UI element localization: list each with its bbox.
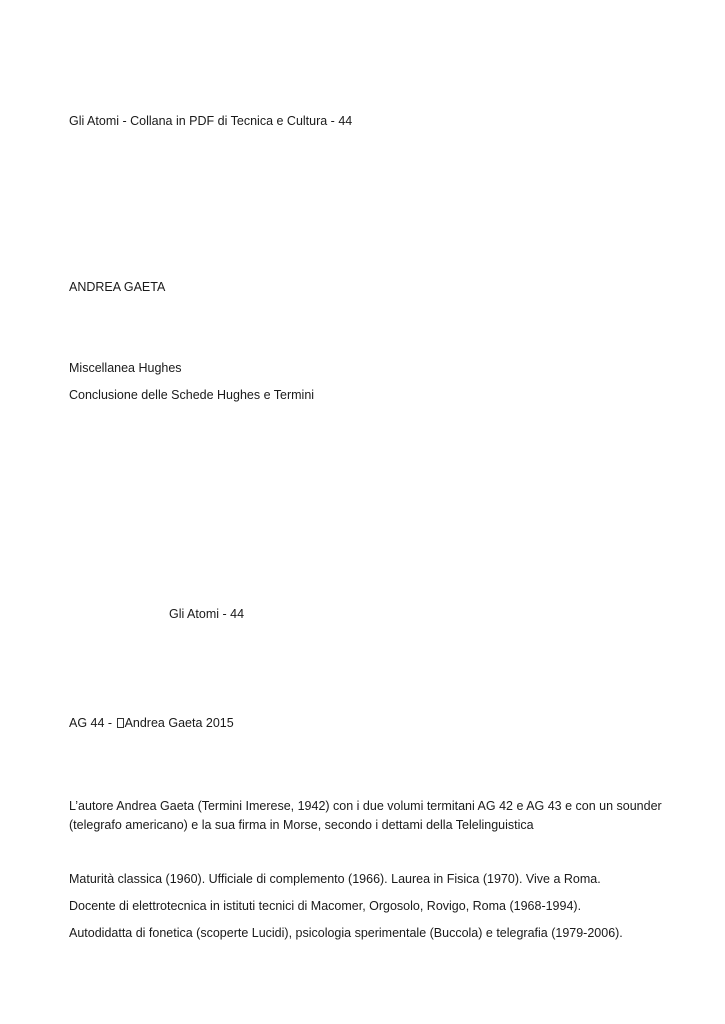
series-short-label: Gli Atomi - 44 bbox=[169, 607, 245, 621]
bio-line-2: Docente di elettrotecnica in istituti tecnici di Macomer, Orgosolo, Rovigo, Roma (1968-1994). bbox=[69, 899, 582, 913]
copyright-suffix: Andrea Gaeta 2015 bbox=[124, 716, 234, 730]
document-subtitle: Conclusione delle Schede Hughes e Termini bbox=[69, 388, 315, 402]
bio-line-1: Maturità classica (1960). Ufficiale di complemento (1966). Laurea in Fisica (1970). Vive a Roma. bbox=[69, 872, 601, 886]
document-title: Miscellanea Hughes bbox=[69, 361, 182, 375]
copyright-line bbox=[69, 715, 234, 732]
author-name: ANDREA GAETA bbox=[69, 280, 166, 294]
missing-glyph-icon bbox=[117, 718, 124, 728]
bio-line-3: Autodidatta di fonetica (scoperte Lucidi), psicologia sperimentale (Buccola) e telegrafia (1979-2006). bbox=[69, 926, 623, 940]
copyright-prefix: AG 44 - bbox=[69, 716, 113, 730]
photo-caption: L’autore Andrea Gaeta (Termini Imerese, 1942) con i due volumi termitani AG 42 e AG 43 e con un sounder (telegrafo americano) e la sua firma in Morse, secondo i dettami della Telelinguistica bbox=[69, 799, 662, 832]
series-header: Gli Atomi - Collana in PDF di Tecnica e Cultura - 44 bbox=[69, 114, 353, 128]
